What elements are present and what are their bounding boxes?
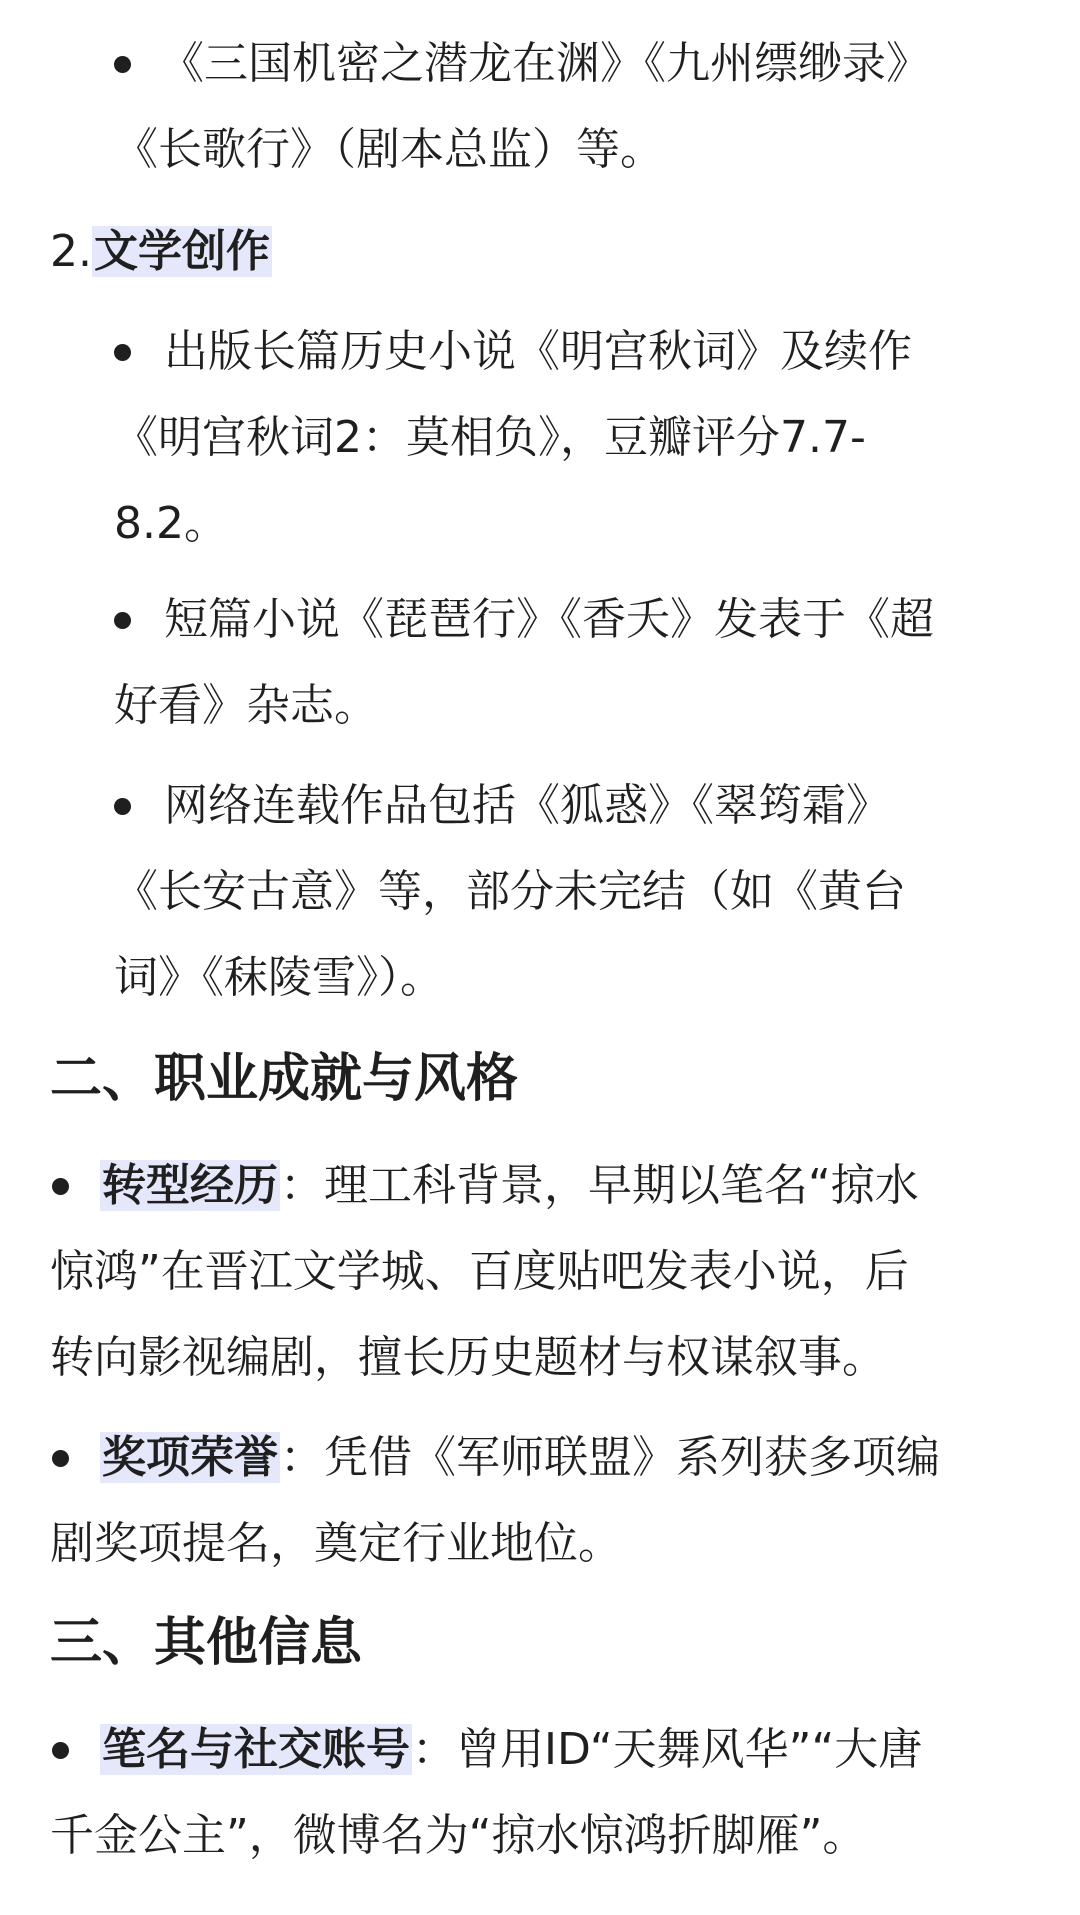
- bullet-dot: [52, 1742, 69, 1759]
- bullet-dot: [114, 798, 131, 815]
- bullet-dot: [52, 1450, 69, 1467]
- list-item-text: 短篇小说《琵琶行》《香夭》发表于《超: [164, 594, 934, 645]
- list-item-text: [100, 1720, 922, 1780]
- list-item-text: 8.2。: [114, 498, 228, 549]
- bullet-dot: [52, 1178, 69, 1195]
- list-item-text: 出版长篇历史小说《明宫秋词》及续作: [164, 326, 912, 377]
- list-item-text: 惊鸿”在晋江文学城、百度贴吧发表小说，后: [50, 1246, 909, 1297]
- list-item-text: [100, 1428, 940, 1488]
- section-heading-other: 三、其他信息: [50, 1613, 363, 1673]
- list-item-text: 《长安古意》等，部分未完结（如《黄台: [114, 866, 906, 917]
- numbered-item-2: [50, 222, 272, 282]
- item-number: 2.: [50, 226, 92, 277]
- list-item-text: 词》《秣陵雪》）。: [114, 952, 444, 1003]
- bullet-dot: [114, 344, 131, 361]
- list-item-text-rest: ：曾用ID“天舞风华”“大唐: [412, 1724, 923, 1775]
- list-item-text: 转向影视编剧，擅长历史题材与权谋叙事。: [50, 1332, 886, 1383]
- item-title: 文学创作: [93, 226, 270, 277]
- bullet-dot: [114, 56, 131, 73]
- section-heading-career: 二、职业成就与风格: [50, 1049, 519, 1109]
- list-item-text: 《三国机密之潜龙在渊》《九州缥缈录》: [160, 38, 930, 89]
- list-item-text: 《长歌行》（剧本总监）等。: [114, 124, 664, 175]
- list-item-text: 千金公主”，微博名为“掠水惊鸿折脚雁”。: [50, 1810, 867, 1861]
- list-item-text-rest: ：理工科背景，早期以笔名“掠水: [280, 1160, 919, 1211]
- list-item-label: 奖项荣誉: [102, 1432, 278, 1483]
- list-item-label: 转型经历: [102, 1160, 278, 1211]
- list-item-text: 网络连载作品包括《狐惑》《翠筠霜》: [164, 780, 890, 831]
- list-item-text: 剧奖项提名，奠定行业地位。: [50, 1518, 622, 1569]
- list-item-text: 好看》杂志。: [114, 680, 378, 731]
- list-item-text-rest: ：凭借《军师联盟》系列获多项编: [280, 1432, 940, 1483]
- list-item-text: 《明宫秋词2：莫相负》，豆瓣评分7.7-: [114, 412, 866, 463]
- bullet-dot: [114, 612, 131, 629]
- list-item-label: 笔名与社交账号: [102, 1724, 410, 1775]
- list-item-text: [100, 1156, 919, 1216]
